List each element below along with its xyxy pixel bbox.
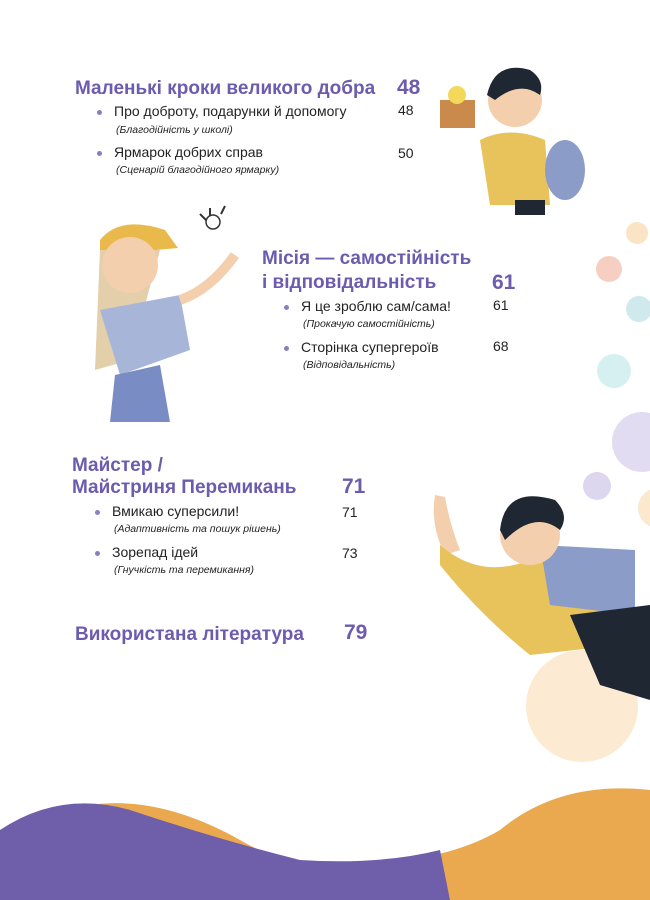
item-title: Вмикаю суперсили! [112, 503, 240, 519]
section-title-line1[interactable]: Майстер / [72, 455, 163, 476]
section-page: 79 [344, 621, 368, 644]
section-title-line1[interactable]: Місія — самостійність [262, 248, 472, 269]
item-title: Сторінка супергероїв [301, 339, 439, 355]
bullet-icon [97, 110, 102, 115]
toc-item[interactable] [284, 338, 439, 356]
bullet-icon [97, 151, 102, 156]
item-page: 48 [398, 102, 414, 118]
item-subtitle: (Адаптивність та пошук рішень) [114, 523, 281, 535]
item-subtitle: (Гнучкість та перемикання) [114, 564, 254, 576]
toc-item[interactable] [97, 143, 263, 161]
section-title-line2[interactable]: Майстриня Перемикань [72, 477, 297, 498]
section-title-line2[interactable]: і відповідальність [262, 272, 437, 293]
bullet-icon [95, 551, 100, 556]
toc-item[interactable] [95, 543, 198, 561]
bullet-icon [284, 346, 289, 351]
toc-item[interactable] [95, 502, 239, 520]
item-subtitle: (Прокачую самостійність) [303, 318, 435, 330]
item-title: Про доброту, подарунки й допомогу [114, 103, 347, 119]
item-page: 61 [493, 297, 509, 313]
item-subtitle: (Сценарій благодійного ярмарку) [116, 164, 280, 176]
bullet-icon [95, 510, 100, 515]
section-page: 61 [492, 271, 516, 294]
item-title: Ярмарок добрих справ [114, 144, 263, 160]
bottom-wave-decoration [0, 770, 650, 900]
section-page: 48 [397, 76, 421, 99]
flying-boy-illustration [420, 485, 650, 700]
decor-circle [596, 256, 622, 282]
section-page: 71 [342, 475, 366, 498]
girl-with-cap-illustration [60, 200, 245, 425]
toc-item[interactable] [284, 297, 451, 315]
decor-circle [626, 296, 650, 322]
decor-circle [612, 412, 650, 472]
item-page: 68 [493, 338, 509, 354]
bullet-icon [284, 305, 289, 310]
item-subtitle: (Благодійність у школі) [116, 124, 233, 136]
decor-circle [597, 354, 631, 388]
item-title: Зорепад ідей [112, 544, 199, 560]
item-title: Я це зроблю сам/сама! [301, 298, 451, 314]
decor-circle [626, 222, 648, 244]
item-subtitle: (Відповідальність) [303, 359, 396, 371]
item-page: 73 [342, 545, 358, 561]
item-page: 50 [398, 145, 414, 161]
section-title[interactable]: Маленькі кроки великого добра [75, 78, 376, 99]
item-page: 71 [342, 504, 358, 520]
boy-with-box-illustration [435, 55, 585, 215]
section-title[interactable]: Використана література [75, 624, 304, 645]
toc-item[interactable] [97, 102, 346, 120]
